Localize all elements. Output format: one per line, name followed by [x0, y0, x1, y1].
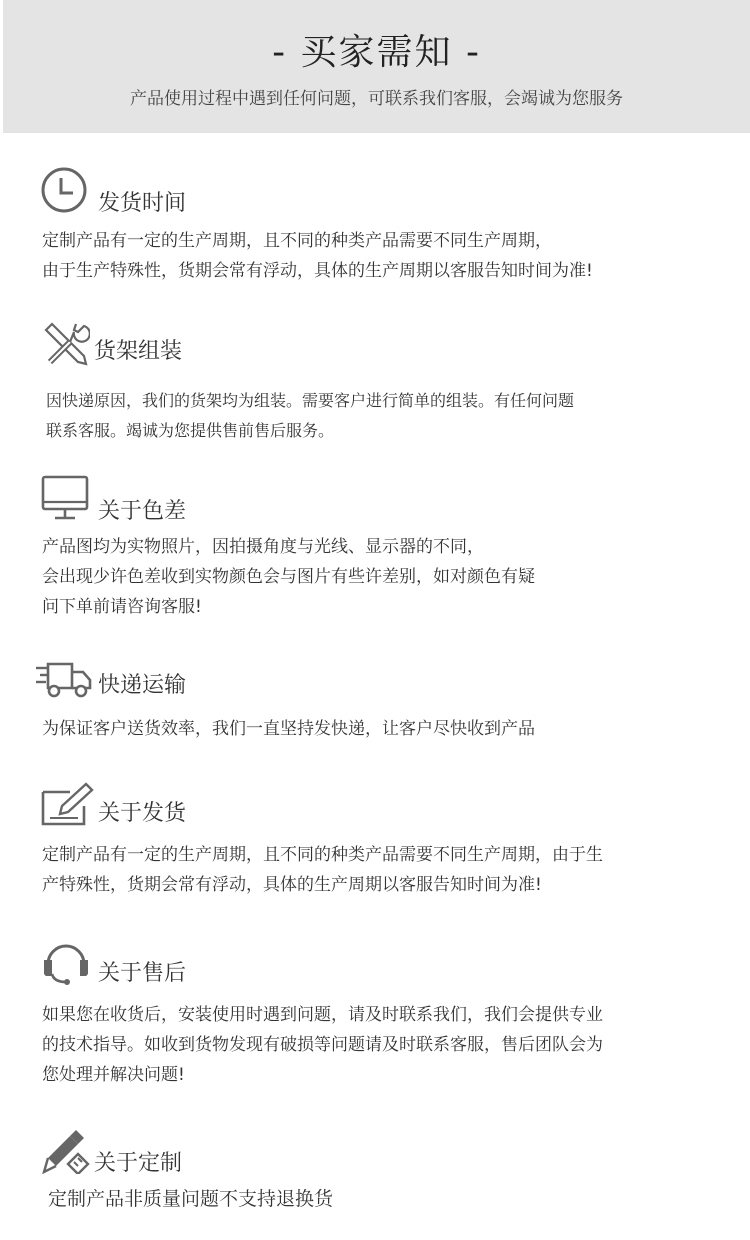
section-body	[48, 1184, 333, 1214]
body-line: 为保证客户送货效率，我们一直坚持发快递，让客户尽快收到产品	[42, 719, 535, 739]
section-body	[42, 532, 535, 622]
section-shelf-assembly	[0, 316, 750, 451]
section-body	[42, 226, 593, 286]
section-express-delivery	[0, 652, 750, 752]
edit-icon	[40, 780, 96, 828]
body-line: 您处理并解决问题!	[42, 1065, 185, 1085]
section-title: 发货时间	[98, 191, 187, 216]
notice-header	[3, 0, 750, 133]
body-line: 定制产品非质量问题不支持退换货	[48, 1188, 334, 1210]
section-title: 快递运输	[98, 673, 187, 698]
body-line: 产品图均为实物照片，因拍摄角度与光线、显示器的不同，	[42, 537, 484, 557]
body-line: 定制产品有一定的生产周期，且不同的种类产品需要不同生产周期，	[42, 231, 552, 251]
section-customization	[0, 1126, 750, 1226]
body-line: 产特殊性，货期会常有浮动，具体的生产周期以客服告知时间为准!	[42, 875, 542, 895]
section-title: 关于发货	[98, 801, 187, 826]
section-body	[42, 714, 535, 744]
body-line: 定制产品有一定的生产周期，且不同的种类产品需要不同生产周期，由于生	[42, 845, 603, 865]
section-title: 关于色差	[98, 499, 187, 524]
body-line: 联系客服。竭诚为您提供售前售后服务。	[46, 421, 335, 440]
section-title: 关于售后	[98, 961, 187, 986]
body-line: 因快递原因，我们的货架均为组装。需要客户进行简单的组装。有任何问题	[46, 391, 575, 410]
section-body	[42, 1000, 603, 1090]
pencil-ruler-icon	[42, 1128, 92, 1174]
page-title: - 买家需知 -	[272, 32, 481, 73]
section-about-shipping	[0, 776, 750, 906]
section-title: 货架组装	[94, 339, 183, 364]
body-line: 由于生产特殊性，货期会常有浮动，具体的生产周期以客服告知时间为准!	[42, 261, 593, 281]
clock-icon	[40, 166, 88, 214]
body-line: 如果您在收货后，安装使用时遇到问题，请及时联系我们，我们会提供专业	[42, 1005, 603, 1025]
section-body	[42, 840, 603, 900]
section-title: 关于定制	[94, 1151, 183, 1176]
section-color-difference	[0, 470, 750, 630]
tools-icon	[40, 318, 90, 368]
monitor-icon	[40, 474, 90, 522]
body-line: 的技术指导。如收到货物发现有破损等问题请及时联系客服，售后团队会为	[42, 1035, 603, 1055]
body-line: 问下单前请咨询客服!	[42, 597, 202, 617]
section-body	[46, 386, 574, 446]
headset-icon	[40, 936, 92, 988]
body-line: 会出现少许色差收到实物颜色会与图片有些许差别，如对颜色有疑	[42, 567, 535, 587]
section-after-sales	[0, 934, 750, 1104]
page-subtitle: 产品使用过程中遇到任何问题，可联系我们客服，会竭诚为您服务	[130, 89, 623, 109]
section-shipping-time	[0, 160, 750, 290]
truck-icon	[34, 660, 94, 700]
